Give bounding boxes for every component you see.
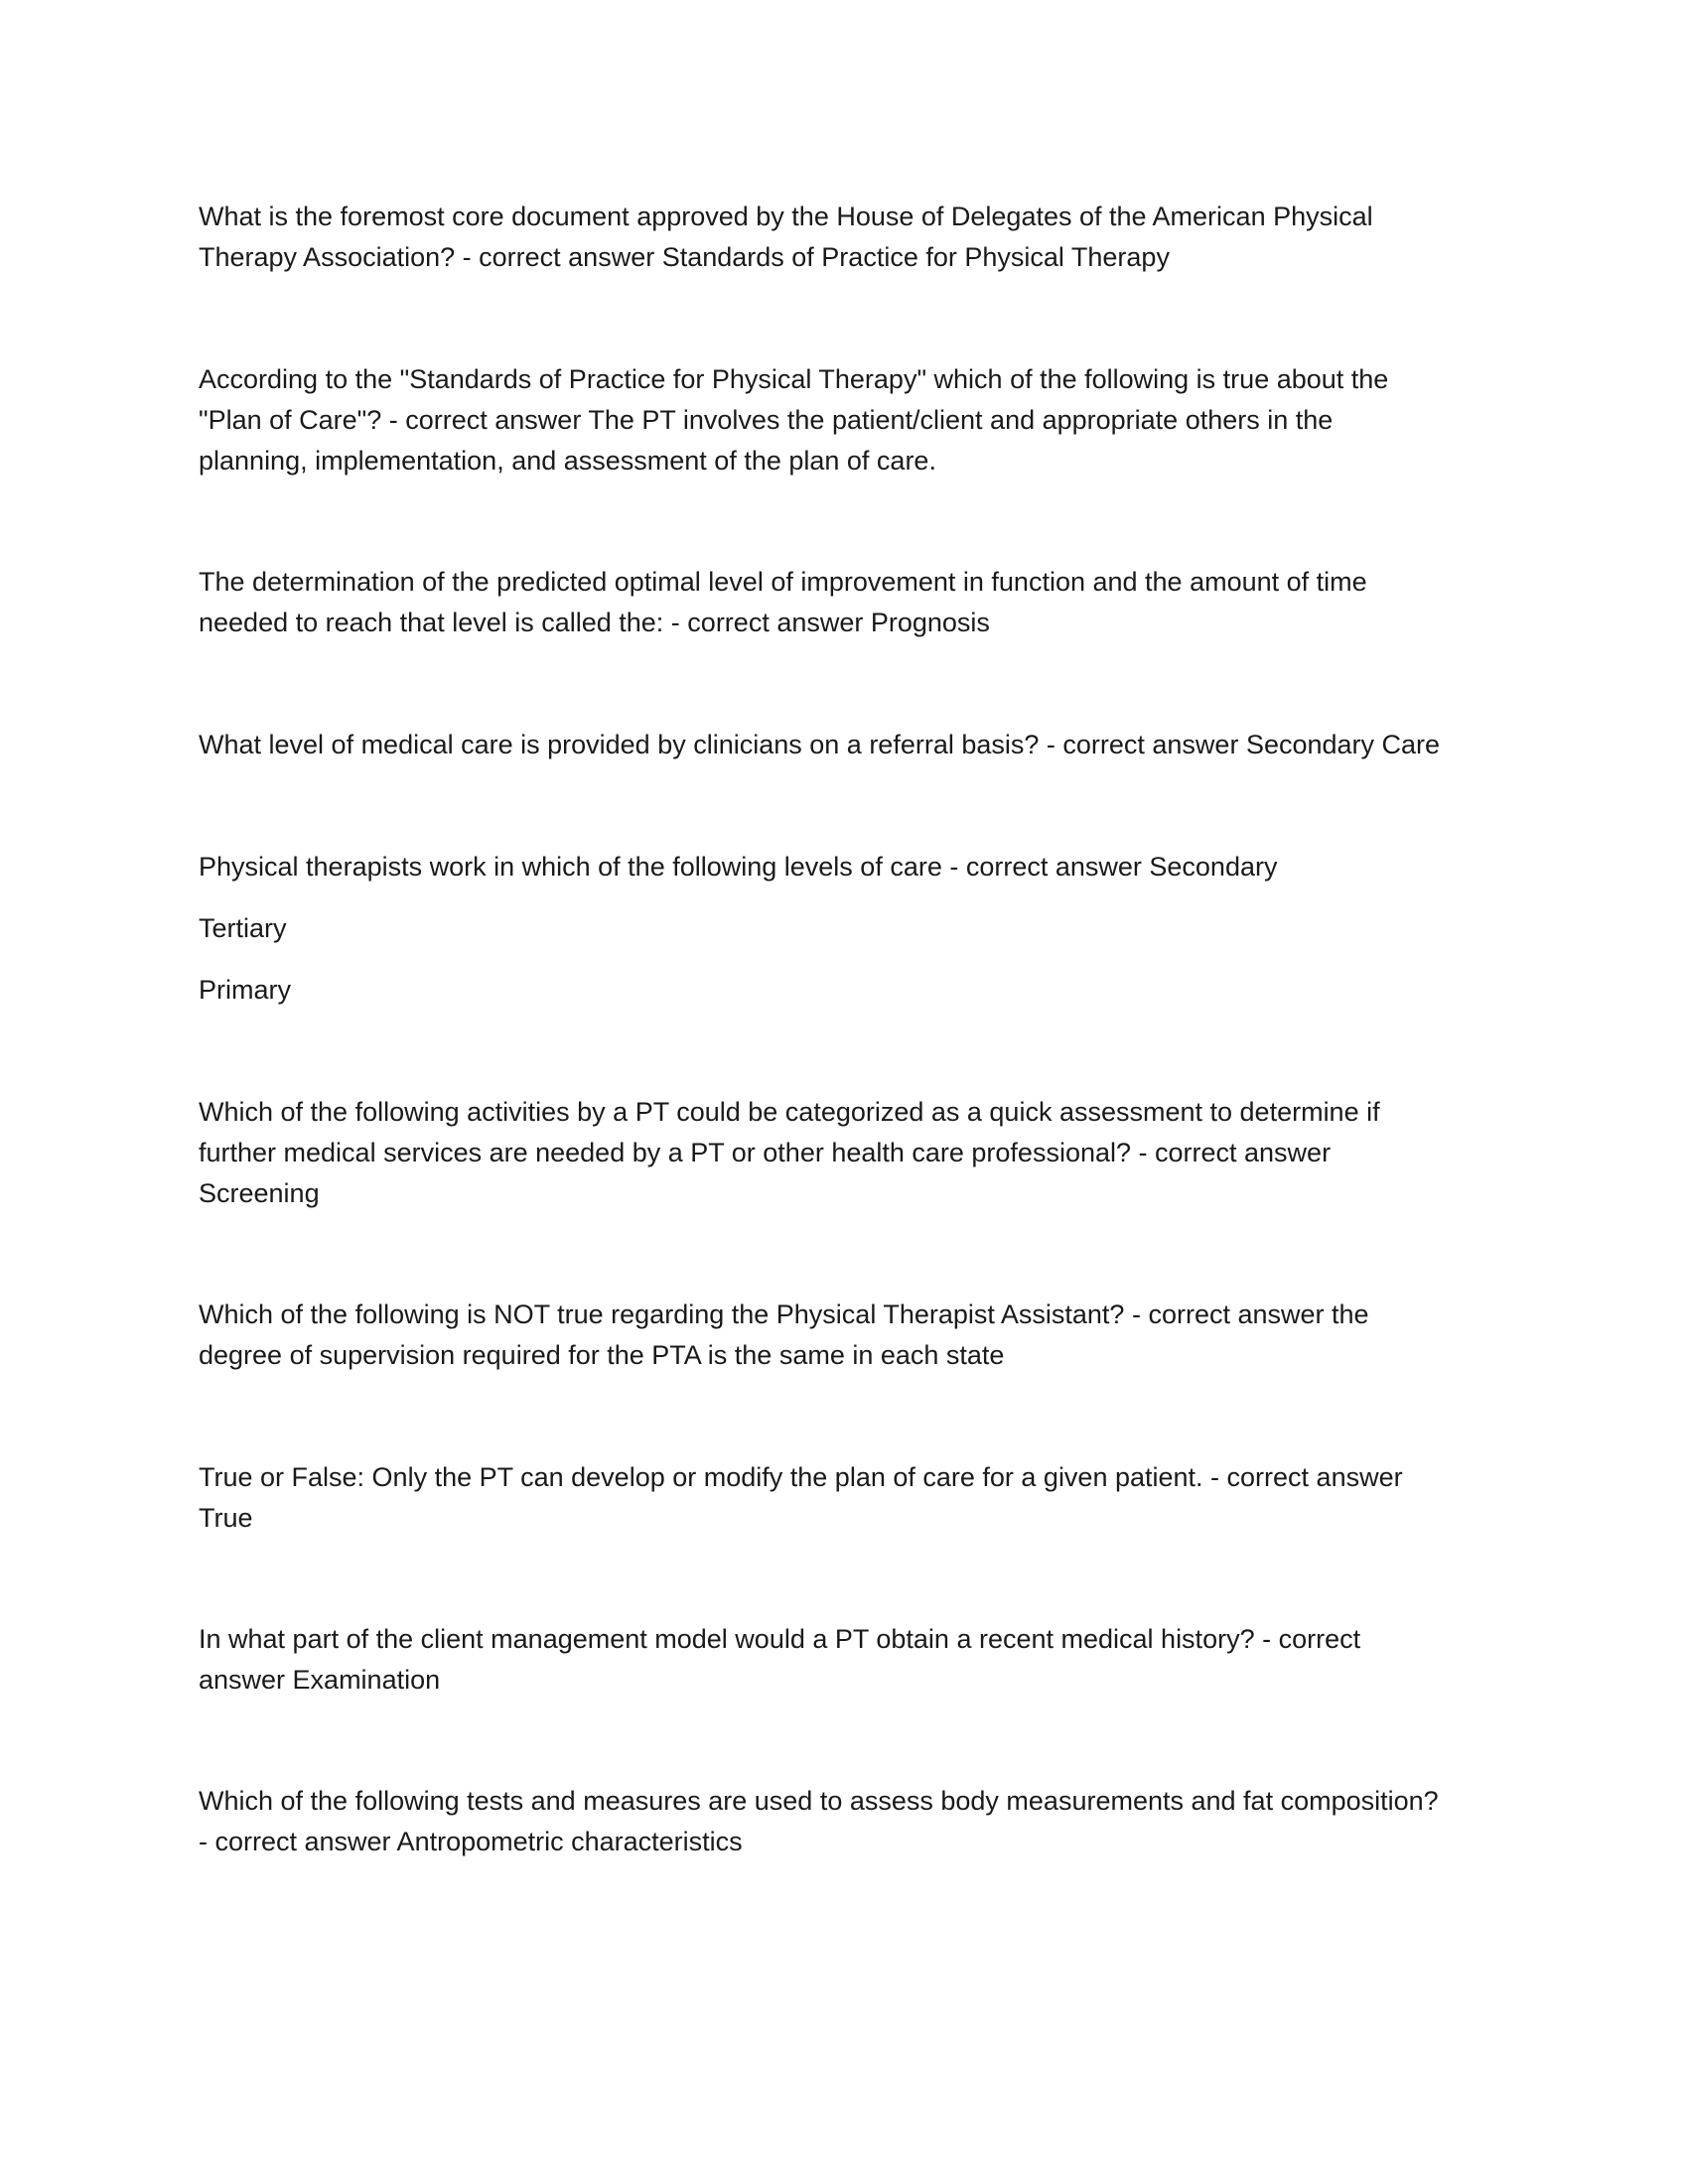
qa-item-5-option-tertiary: Tertiary bbox=[199, 913, 287, 943]
qa-item-3: The determination of the predicted optimal level of improvement in function and the amount of time needed to reach that level is called the: - correct answer Prognosis bbox=[199, 567, 1367, 637]
qa-item-10: Which of the following tests and measures are used to assess body measurements and fat composition? - correct answer Antropometric characteristics bbox=[199, 1786, 1439, 1856]
qa-item-5: Physical therapists work in which of the following levels of care - correct answer Secondary bbox=[199, 852, 1278, 882]
qa-item-9: In what part of the client management model would a PT obtain a recent medical history? - correct answer Examination bbox=[199, 1624, 1361, 1695]
qa-item-2: According to the "Standards of Practice for Physical Therapy" which of the following is true about the "Plan of Care"? - correct answer The PT involves the patient/client and appropriate others in the planning, implementation, and assessment of the plan of care. bbox=[199, 364, 1389, 476]
qa-item-5-option-primary: Primary bbox=[199, 975, 291, 1005]
qa-item-4: What level of medical care is provided by clinicians on a referral basis? - correct answer Secondary Care bbox=[199, 730, 1441, 759]
qa-item-6: Which of the following activities by a PT could be categorized as a quick assessment to determine if further medical services are needed by a PT or other health care professional? - correct answer Screening bbox=[199, 1097, 1380, 1208]
qa-item-1: What is the foremost core document approved by the House of Delegates of the American Physical Therapy Association? - correct answer Standards of Practice for Physical Therapy bbox=[199, 202, 1373, 272]
qa-item-8: True or False: Only the PT can develop or modify the plan of care for a given patient. - correct answer True bbox=[199, 1462, 1403, 1533]
qa-item-7: Which of the following is NOT true regarding the Physical Therapist Assistant? - correct answer the degree of supervision required for the PTA is the same in each state bbox=[199, 1299, 1369, 1370]
